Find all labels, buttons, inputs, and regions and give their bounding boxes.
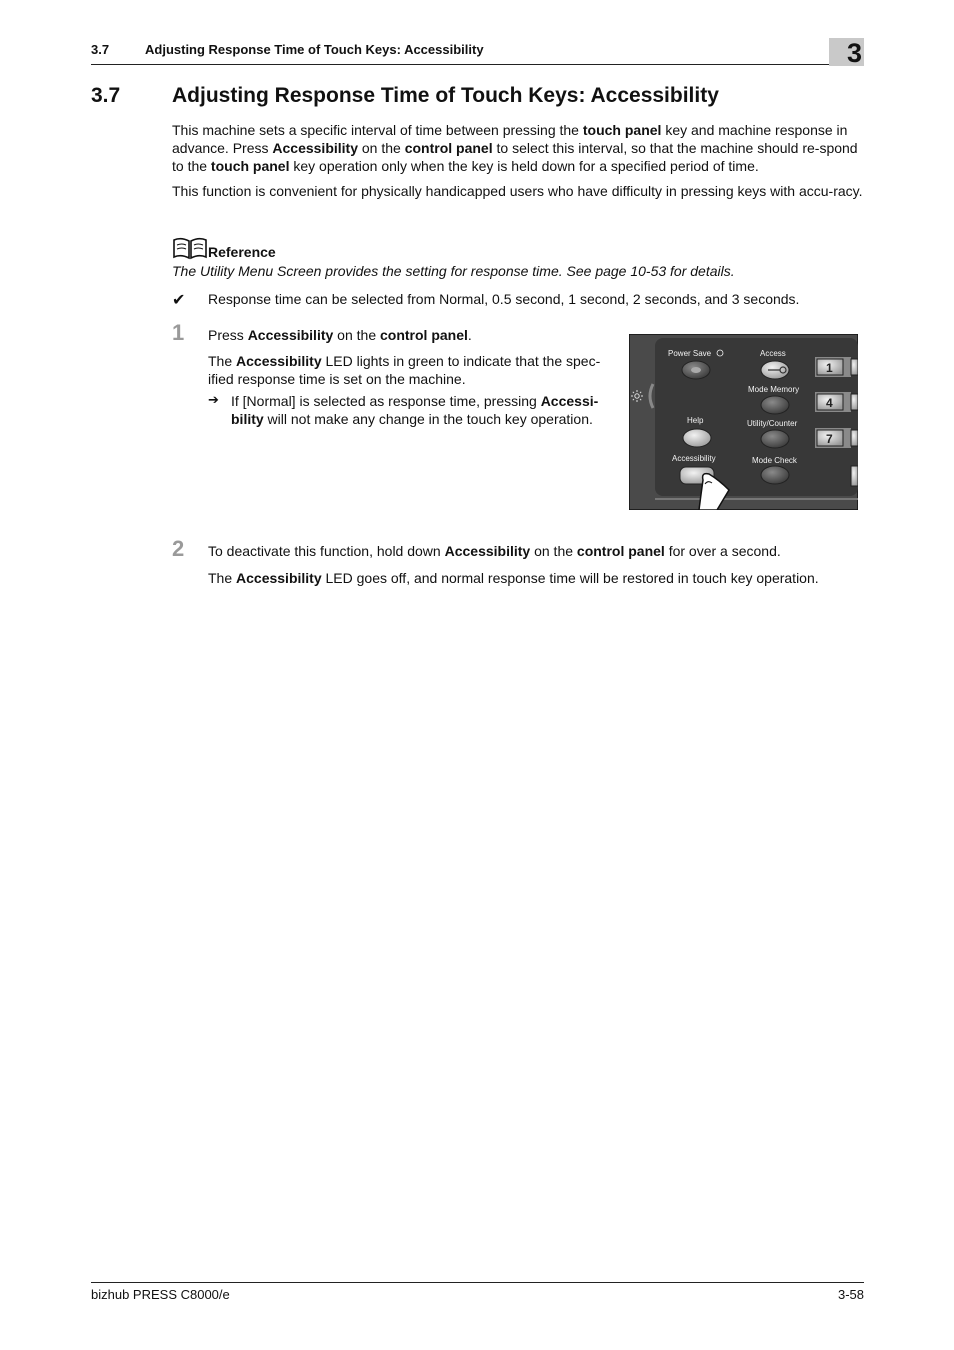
utility-counter-button xyxy=(761,430,789,448)
step2-result: The Accessibility LED goes off, and normal response time will be restored in touch key operation. xyxy=(208,570,819,586)
purpose-paragraph: This function is convenient for physically handicapped users who have difficulty in pressing keys with accu-racy. xyxy=(172,183,863,199)
step1-result: The Accessibility LED lights in green to indicate that the spec-ified response time is set on the machine. xyxy=(208,353,601,387)
label-utility-counter: Utility/Counter xyxy=(747,419,798,428)
book-icon xyxy=(172,236,208,260)
help-button xyxy=(683,429,711,447)
label-help: Help xyxy=(687,416,704,425)
key-7: 7 xyxy=(826,432,833,446)
label-power-save: Power Save xyxy=(668,349,712,358)
footer-rule xyxy=(91,1282,864,1283)
label-access: Access xyxy=(760,349,786,358)
running-header-number: 3.7 xyxy=(91,42,110,57)
arrow-icon: ➔ xyxy=(208,392,219,407)
footer-product: bizhub PRESS C8000/e xyxy=(91,1287,230,1302)
step-number-1: 1 xyxy=(172,320,185,345)
step2-instruction: To deactivate this function, hold down Accessibility on the control panel for over a second. xyxy=(208,543,781,559)
mode-check-button xyxy=(761,466,789,484)
reference-text: The Utility Menu Screen provides the setting for response time. See page 10-53 for details. xyxy=(172,263,735,279)
footer-page-number: 3-58 xyxy=(837,1287,864,1302)
label-accessibility: Accessibility xyxy=(672,454,716,463)
running-header-title: Adjusting Response Time of Touch Keys: Accessibility xyxy=(145,42,484,57)
check-item-text: Response time can be selected from Normal, 0.5 second, 1 second, 2 seconds, and 3 seconds. xyxy=(208,291,800,307)
step-number-2: 2 xyxy=(172,536,185,561)
header-rule xyxy=(91,64,864,65)
intro-paragraph: This machine sets a specific interval of time between pressing the touch panel key and machine response in advance. Press Accessibility on the control panel to select this interval, so that the machine should re-spond to the touch panel key operation only when the key is held down for a specified period of time. xyxy=(172,122,858,174)
label-mode-memory: Mode Memory xyxy=(748,385,800,394)
control-panel-image xyxy=(629,334,858,510)
step1-instruction: Press Accessibility on the control panel. xyxy=(208,327,472,343)
key-4: 4 xyxy=(826,396,833,410)
mode-memory-button xyxy=(761,396,789,414)
section-title: Adjusting Response Time of Touch Keys: Accessibility xyxy=(172,84,719,107)
check-mark-icon: ✔ xyxy=(172,292,186,309)
chapter-number: 3 xyxy=(846,38,862,68)
key-1: 1 xyxy=(826,361,833,375)
step1-note: If [Normal] is selected as response time, pressing Accessi-bility will not make any change in the touch key operation. xyxy=(231,393,599,427)
label-mode-check: Mode Check xyxy=(752,456,797,465)
reference-label: Reference xyxy=(208,244,276,260)
section-number: 3.7 xyxy=(91,84,121,107)
